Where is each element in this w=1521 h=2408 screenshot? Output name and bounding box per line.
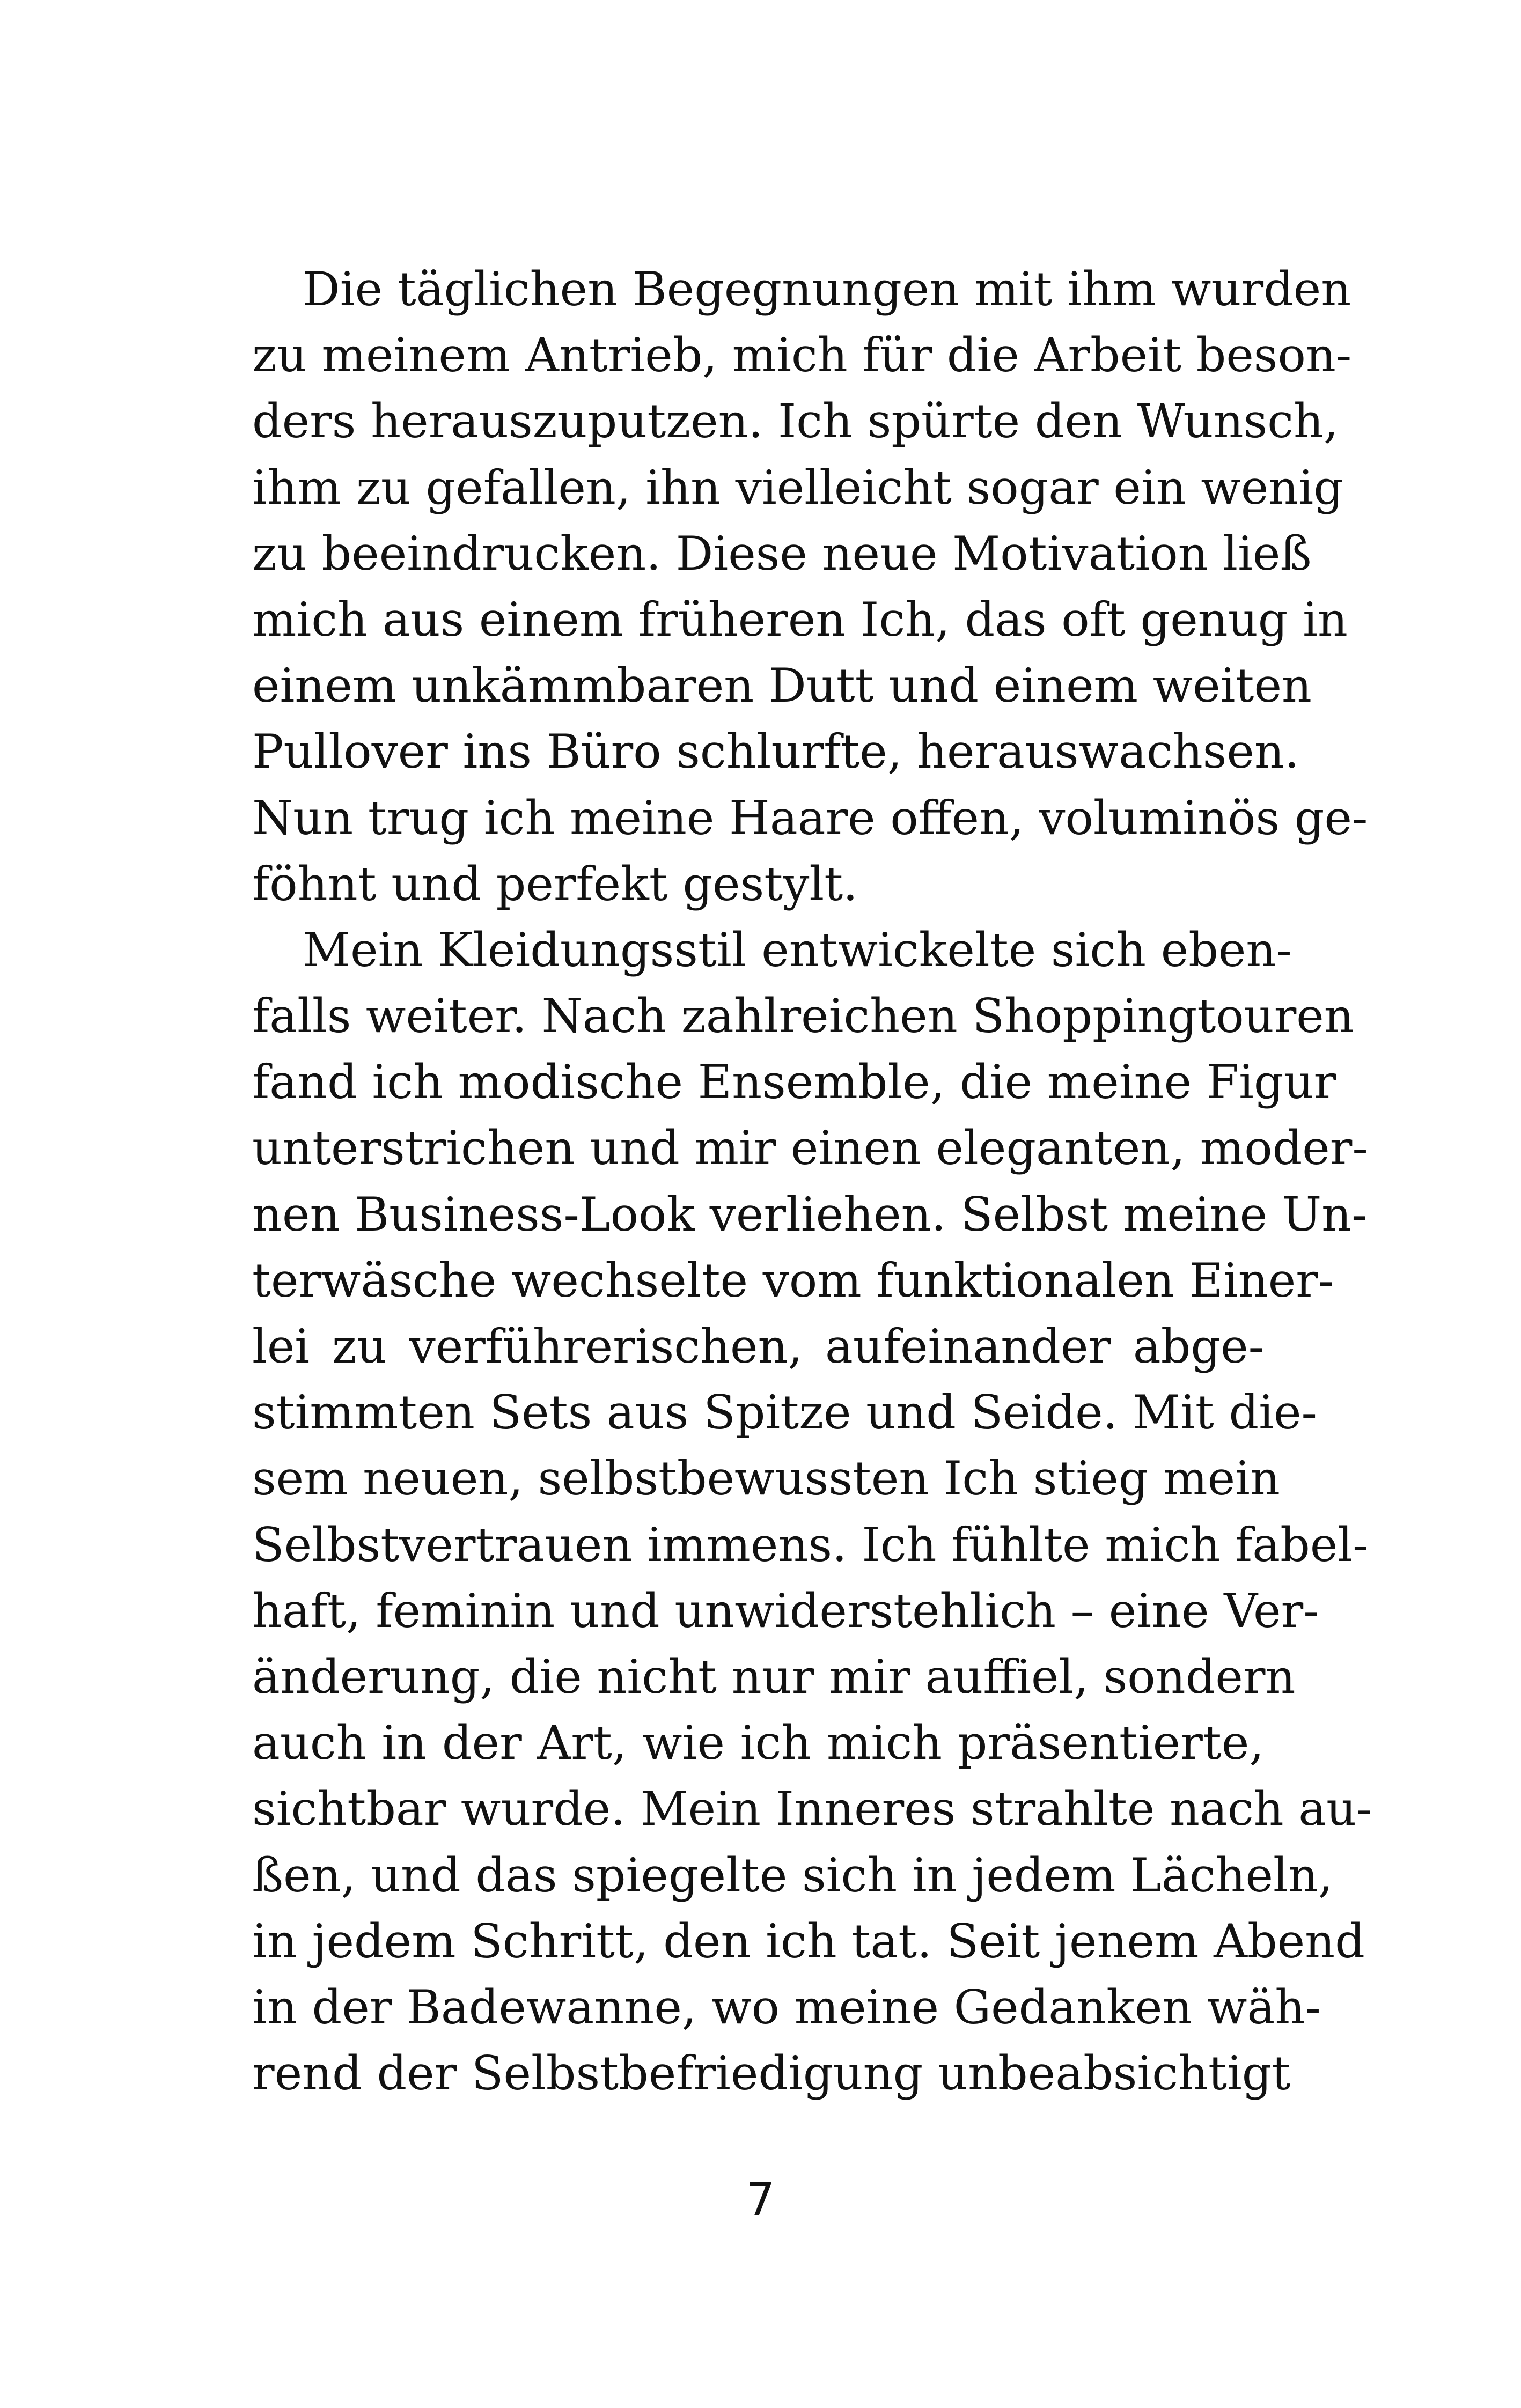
text-line: Die täglichen Begegnungen mit ihm wurden (303, 262, 1351, 316)
text-line: Nun trug ich meine Haare offen, voluminös ge- (252, 790, 1368, 845)
text-line: sem neuen, selbstbewussten Ich stieg mein (252, 1451, 1280, 1506)
text-line: rend der Selbstbefriedigung unbeabsichtigt (252, 2046, 1291, 2101)
text-line: Pullover ins Büro schlurfte, herauswachsen. (252, 724, 1299, 779)
text-line: nen Business-Look verliehen. Selbst meine Un- (252, 1187, 1368, 1242)
text-line: ihm zu gefallen, ihn vielleicht sogar ein wenig (252, 460, 1343, 515)
text-line: Selbstvertrauen immens. Ich fühlte mich fabel- (252, 1517, 1369, 1572)
text-line: stimmten Sets aus Spitze und Seide. Mit die- (252, 1385, 1317, 1440)
text-line: unterstrichen und mir einen eleganten, moder- (252, 1121, 1368, 1176)
page-number: 7 (746, 2173, 775, 2226)
text-line: mich aus einem früheren Ich, das oft genug in (252, 592, 1348, 647)
text-line: fand ich modische Ensemble, die meine Figur (252, 1055, 1336, 1110)
text-line: in jedem Schritt, den ich tat. Seit jenem Abend (252, 1913, 1365, 1969)
paragraph-1 (252, 256, 1368, 917)
text-line: lei zu verführerischen, aufeinander abge- (252, 1319, 1264, 1374)
text-line: Mein Kleidungsstil entwickelte sich eben- (303, 922, 1292, 977)
text-line: ders herauszuputzen. Ich spürte den Wunsch, (252, 394, 1339, 449)
text-line: terwäsche wechselte vom funktionalen Einer- (252, 1253, 1334, 1308)
body-text (252, 256, 1372, 2107)
text-line: einem unkämmbaren Dutt und einem weiten (252, 658, 1312, 713)
text-line: haft, feminin und unwiderstehlich – eine Ver- (252, 1583, 1319, 1638)
text-line: zu meinem Antrieb, mich für die Arbeit beson- (252, 328, 1352, 383)
text-line: falls weiter. Nach zahlreichen Shoppingtouren (252, 989, 1354, 1044)
text-line: änderung, die nicht nur mir auffiel, sondern (252, 1649, 1296, 1704)
text-line: in der Badewanne, wo meine Gedanken wäh- (252, 1979, 1321, 2035)
paragraph-2 (252, 917, 1372, 2107)
text-line: föhnt und perfekt gestylt. (252, 856, 858, 911)
text-line: ßen, und das spiegelte sich in jedem Lächeln, (252, 1847, 1333, 1903)
text-line: auch in der Art, wie ich mich präsentierte, (252, 1715, 1264, 1771)
text-line: zu beeindrucken. Diese neue Motivation ließ (252, 526, 1312, 581)
text-line: sichtbar wurde. Mein Inneres strahlte nach au- (252, 1781, 1372, 1837)
